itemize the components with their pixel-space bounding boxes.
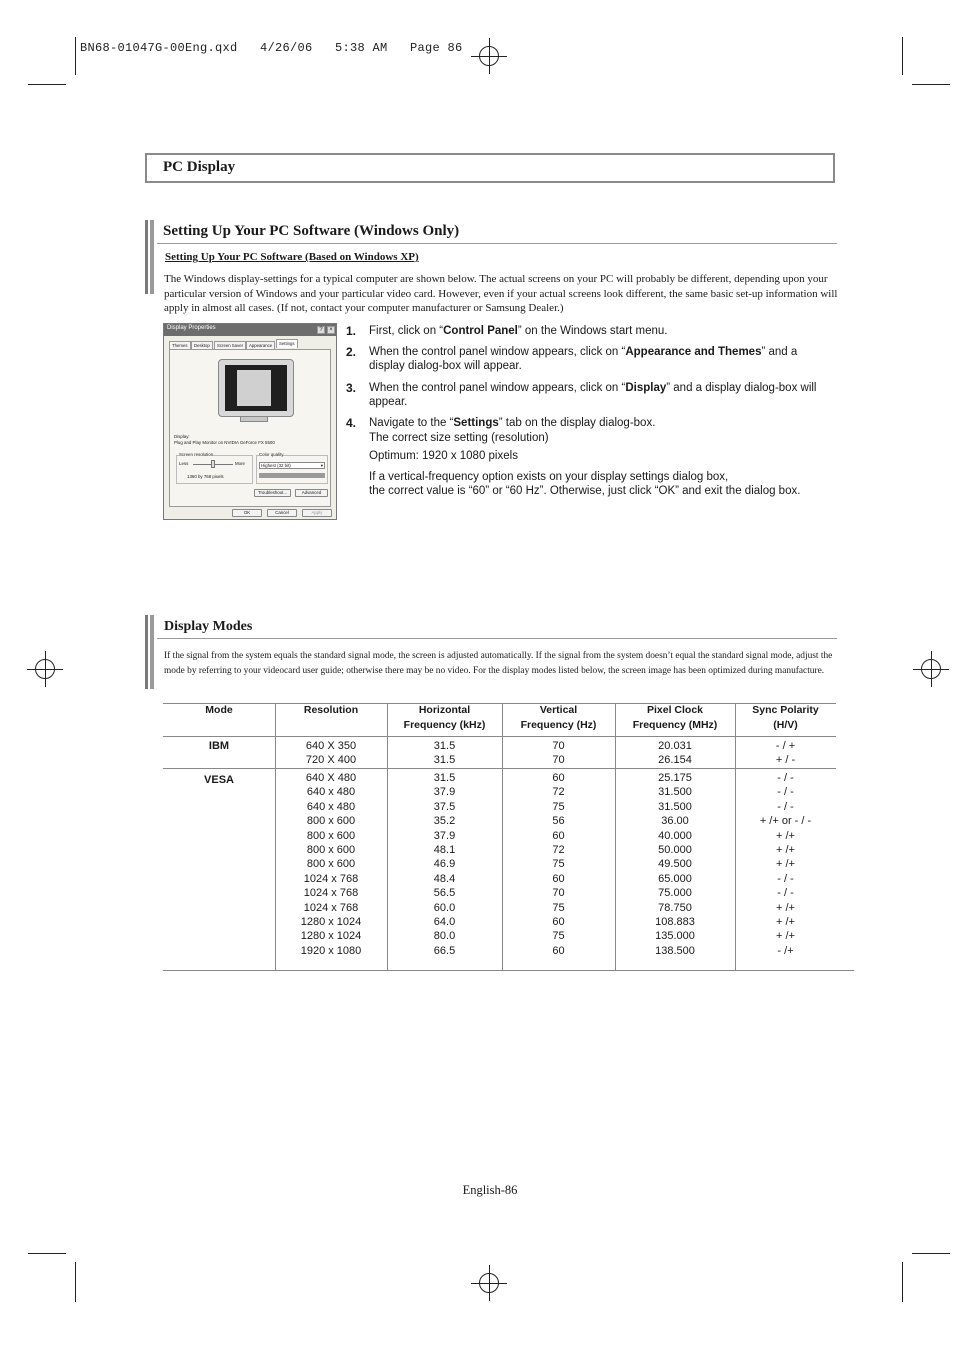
table-cell: 48.4 <box>433 872 456 885</box>
table-cell: 1280 x 1024 <box>300 930 362 943</box>
table-cell: 50.000 <box>658 843 692 856</box>
table-cell: 800 x 600 <box>306 858 356 871</box>
pixel-clock-column <box>615 739 735 768</box>
monitor-stand <box>240 416 268 422</box>
table-cell: 31.500 <box>658 786 692 799</box>
software-subheading: Setting Up Your PC Software (Based on Windows XP) <box>165 251 419 263</box>
mode-cell: VESA <box>204 774 234 786</box>
software-intro: The Windows display-settings for a typical computer are shown below. The actual screens on your PC will probably be different, depending upon your particular version of Windows and your particular video card. However, even if your actual screens look different, the same basic set-up information will apply in almost all cases. (If not, contact your computer manufacturer or Samsung Dealer.) <box>164 273 838 314</box>
crop-mark <box>75 1262 76 1302</box>
ok-button: OK <box>232 509 262 517</box>
step-number: 1. <box>346 324 357 338</box>
table-cell: - / + <box>775 740 796 752</box>
table-cell: + /+ <box>776 915 795 928</box>
table-cell: 78.750 <box>658 901 692 914</box>
section-title-box <box>145 153 835 183</box>
table-cell: 70 <box>552 754 565 767</box>
step-text: When the control panel window appears, click on “Appearance and Themes” and a display dialog-box will appear. <box>369 346 798 372</box>
table-cell: 640 x 480 <box>306 786 356 799</box>
vertical-frequency-note: If a vertical-frequency option exists on your display settings dialog box, <box>369 471 729 483</box>
step-text: When the control panel window appears, click on “Display” and a display dialog-box will appear. <box>369 382 817 408</box>
heading-rule <box>157 638 837 639</box>
resolution-label: Screen resolution <box>179 452 214 457</box>
crop-mark <box>28 1253 66 1254</box>
table-cell: + /+ or - / - <box>759 815 812 828</box>
table-cell: 800 x 600 <box>306 829 356 842</box>
table-cell: 138.500 <box>655 944 695 957</box>
table-cell: 640 X 350 <box>305 740 357 752</box>
horizontal-column <box>387 771 502 958</box>
table-cell: 75 <box>552 800 565 813</box>
dialog-title: Display Properties <box>167 325 216 331</box>
slider-thumb-icon <box>211 460 215 468</box>
table-cell: 20.031 <box>658 740 692 752</box>
table-cell: + /+ <box>776 901 795 914</box>
table-cell: 720 X 400 <box>305 754 357 767</box>
chevron-down-icon: ▾ <box>320 462 323 468</box>
table-cell: + /+ <box>776 930 795 943</box>
close-icon: × <box>327 326 335 334</box>
side-bar-decoration <box>145 220 154 294</box>
resolution-group <box>176 452 253 484</box>
table-cell: 56 <box>552 815 565 828</box>
table-cell: 37.5 <box>433 800 456 813</box>
table-cell: 72 <box>552 843 565 856</box>
mode-cell: IBM <box>208 740 230 752</box>
step-number: 3. <box>346 381 357 395</box>
tab-appearance: Appearance <box>246 341 275 350</box>
crop-mark <box>912 84 950 85</box>
color-quality-group <box>256 452 328 484</box>
sync-column <box>735 771 836 958</box>
table-cell: 800 x 600 <box>306 815 356 828</box>
table-cell: 46.9 <box>433 858 456 871</box>
table-cell: + / - <box>775 754 796 767</box>
table-cell: 26.154 <box>658 754 692 767</box>
side-bar-decoration <box>145 615 154 689</box>
table-cell: 1920 x 1080 <box>300 944 362 957</box>
table-cell: 800 x 600 <box>306 843 356 856</box>
vertical-column <box>502 739 615 768</box>
tab-themes: Themes <box>169 341 191 350</box>
dialog-titlebar <box>164 324 336 336</box>
table-cell: 40.000 <box>658 829 692 842</box>
table-cell: 25.175 <box>658 772 692 784</box>
crop-mark <box>912 1253 950 1254</box>
tab-screen-saver: Screen Saver <box>214 341 246 350</box>
less-label: Less <box>179 461 189 466</box>
table-cell: 75 <box>552 858 565 871</box>
horizontal-column <box>387 739 502 768</box>
table-cell: 135.000 <box>655 930 695 943</box>
table-cell: 1024 x 768 <box>303 887 359 900</box>
table-cell: 35.2 <box>433 815 456 828</box>
optimum-resolution: Optimum: 1920 x 1080 pixels <box>369 450 518 462</box>
advanced-button: Advanced <box>295 489 328 497</box>
section-title: PC Display <box>163 159 236 175</box>
table-cell: 70 <box>552 887 565 900</box>
table-border <box>163 970 854 971</box>
column-header: Horizontal Frequency (kHz) <box>403 704 486 731</box>
display-value: Plug and Play Monitor on NVIDIA GeForce FX 5500 <box>174 440 275 445</box>
sync-column <box>735 739 836 768</box>
table-cell: 31.5 <box>433 772 456 784</box>
table-cell: 31.5 <box>433 740 456 752</box>
modes-intro: If the signal from the system equals the standard signal mode, the screen is adjusted automatically. If the signal from the system doesn’t equal the standard signal mode, adjust the mode by referring to your videocard user guide; otherwise there may be no video. For the display modes listed below, the screen image has been optimized during manufacture. <box>164 651 833 676</box>
more-label: More <box>235 461 246 466</box>
table-cell: 31.5 <box>433 754 456 767</box>
table-cell: 1280 x 1024 <box>300 915 362 928</box>
table-cell: 65.000 <box>658 872 692 885</box>
table-cell: 640 x 480 <box>306 800 356 813</box>
registration-mark-icon <box>471 1265 507 1301</box>
column-header: Vertical Frequency (Hz) <box>520 704 597 731</box>
table-cell: 56.5 <box>433 887 456 900</box>
crop-mark <box>902 1262 903 1302</box>
table-cell: 75.000 <box>658 887 692 900</box>
tab-desktop: Desktop <box>191 341 213 350</box>
table-cell: - / - <box>777 800 794 813</box>
settings-panel <box>169 349 331 507</box>
table-cell: 37.9 <box>433 786 456 799</box>
step-number: 4. <box>346 416 357 430</box>
vertical-column <box>502 771 615 958</box>
table-cell: - / - <box>777 772 794 784</box>
table-cell: 60 <box>552 829 565 842</box>
table-cell: 70 <box>552 740 565 752</box>
table-cell: - / - <box>777 872 794 885</box>
step-number: 2. <box>346 345 357 359</box>
table-cell: 60.0 <box>433 901 456 914</box>
step-text: Navigate to the “Settings” tab on the display dialog-box. <box>369 417 656 429</box>
column-header: Mode <box>205 704 233 716</box>
heading-rule <box>157 243 837 244</box>
table-cell: 36.00 <box>661 815 689 828</box>
table-cell: + /+ <box>776 829 795 842</box>
table-cell: 72 <box>552 786 565 799</box>
color-select <box>259 462 325 469</box>
modes-heading: Display Modes <box>164 619 253 634</box>
table-cell: 640 X 480 <box>305 772 357 784</box>
cancel-button: Cancel <box>267 509 297 517</box>
resolution-column <box>275 739 387 768</box>
vertical-frequency-note: the correct value is “60” or “60 Hz”. Otherwise, just click “OK” and exit the dialog box. <box>369 485 801 497</box>
table-cell: 60 <box>552 772 565 784</box>
display-properties-screenshot <box>163 323 337 520</box>
table-cell: 64.0 <box>433 915 456 928</box>
display-label: Display: <box>174 434 190 439</box>
table-cell: 108.883 <box>655 915 695 928</box>
table-cell: 80.0 <box>433 930 456 943</box>
monitor-icon <box>218 359 294 417</box>
color-bar <box>259 473 325 478</box>
resolution-note: The correct size setting (resolution) <box>369 432 549 444</box>
crop-mark <box>28 84 66 85</box>
resolution-column <box>275 771 387 958</box>
registration-mark-icon <box>27 651 63 687</box>
column-header: Pixel Clock Frequency (MHz) <box>632 704 718 731</box>
table-cell: 31.500 <box>658 800 692 813</box>
tab-settings: Settings <box>276 339 298 348</box>
resolution-value: 1360 by 768 pixels <box>187 474 224 479</box>
table-cell: + /+ <box>776 843 795 856</box>
pixel-clock-column <box>615 771 735 958</box>
apply-button: Apply <box>302 509 332 517</box>
troubleshoot-button: Troubleshoot... <box>254 489 291 497</box>
column-header: Resolution <box>303 704 359 716</box>
column-header: Sync Polarity (H/V) <box>752 704 819 731</box>
table-cell: 60 <box>552 872 565 885</box>
table-cell: 48.1 <box>433 843 456 856</box>
table-cell: 75 <box>552 930 565 943</box>
table-cell: 49.500 <box>658 858 692 871</box>
table-cell: - / - <box>777 887 794 900</box>
print-slug: BN68-01047G-00Eng.qxd 4/26/06 5:38 AM Page 86 <box>80 41 463 55</box>
table-cell: 66.5 <box>433 944 456 957</box>
registration-mark-icon <box>471 38 507 74</box>
table-cell: 1024 x 768 <box>303 901 359 914</box>
table-cell: 1024 x 768 <box>303 872 359 885</box>
color-value: Highest (32 bit) <box>261 462 291 468</box>
table-cell: 60 <box>552 915 565 928</box>
color-label: Color quality <box>259 452 284 457</box>
crop-mark <box>75 37 76 75</box>
registration-mark-icon <box>913 651 949 687</box>
table-cell: - / - <box>777 786 794 799</box>
step-text: First, click on “Control Panel” on the Windows start menu. <box>369 325 668 337</box>
table-cell: - /+ <box>777 944 794 957</box>
help-icon: ? <box>317 326 325 334</box>
table-cell: + /+ <box>776 858 795 871</box>
page-number: English-86 <box>462 1183 518 1197</box>
table-cell: 37.9 <box>433 829 456 842</box>
crop-mark <box>902 37 903 75</box>
software-heading: Setting Up Your PC Software (Windows Only) <box>163 223 460 239</box>
table-cell: 75 <box>552 901 565 914</box>
table-cell: 60 <box>552 944 565 957</box>
